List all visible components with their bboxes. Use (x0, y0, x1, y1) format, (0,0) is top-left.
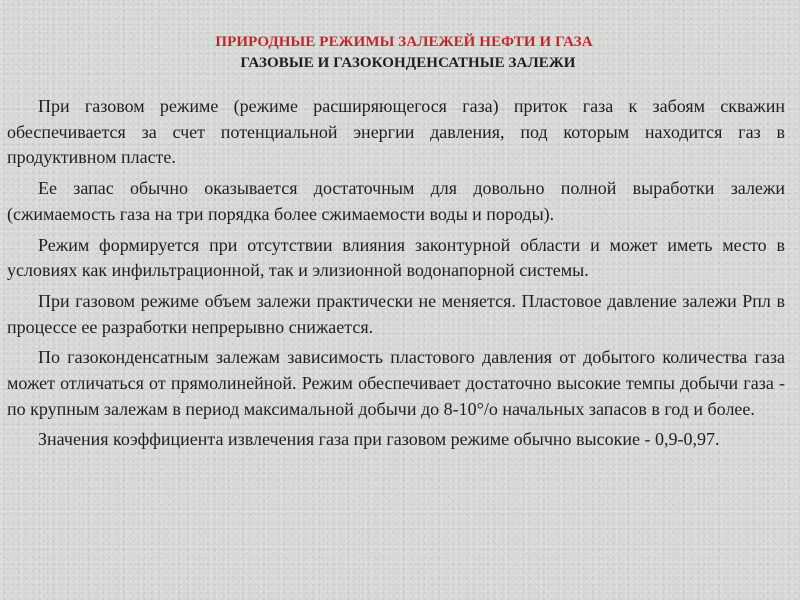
paragraph-recovery-factor: Значения коэффициента извлечения газа при газовом режиме обычно высокие - 0,9-0,97. (38, 429, 720, 450)
paragraph-regime-formation: Режим формируется при отсутствии влияния законтурной области и может иметь место в условиях как инфильтрационной, так и элизионной водонапорной системы. (7, 234, 785, 281)
paragraph-reservoir-pressure: При газовом режиме объем залежи практически не меняется. Пластовое давление залежи Рпл в процессе ее разработки непрерывно снижается. (7, 290, 785, 337)
paragraph-gas-condensate: По газоконденсатным залежам зависимость пластового давления от добытого количества газа может отличаться от прямолинейной. Режим обеспечивает достаточно высокие темпы добычи газа - по крупным залежам в период максимальной добычи до 8-10°/о начальных запасов в год и более. (7, 347, 785, 419)
slide-title: ПРИРОДНЫЕ РЕЖИМЫ ЗАЛЕЖЕЙ НЕФТИ И ГАЗА (215, 34, 593, 50)
slide-subtitle: ГАЗОВЫЕ И ГАЗОКОНДЕНСАТНЫЕ ЗАЛЕЖИ (240, 55, 576, 71)
paragraph-gas-regime: При газовом режиме (режиме расширяющегося газа) приток газа к забоям скважин обеспечивается за счет потенциальной энергии давления, под которым находится газ в продуктивном пласте. (7, 96, 785, 168)
body-text (7, 94, 785, 453)
paragraph-energy-reserve: Ее запас обычно оказывается достаточным для довольно полной выработки залежи (сжимаемость газа на три порядка более сжимаемости воды и породы). (7, 178, 785, 224)
